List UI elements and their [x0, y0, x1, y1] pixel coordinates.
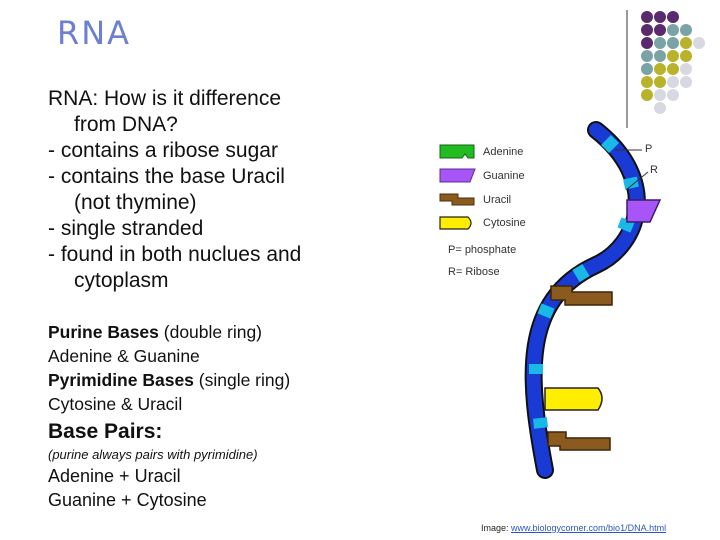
r-label: R: [650, 164, 658, 176]
legend-guanine-shape: [440, 169, 475, 182]
phosphate-segments: [536, 140, 632, 428]
bullet-line: cytoplasm: [74, 269, 169, 292]
pair-line: Adenine + Uracil: [48, 466, 181, 486]
legend-guanine-label: Guanine: [483, 170, 525, 182]
pyrimidine-list: Cytosine & Uracil: [48, 394, 183, 414]
bullet-line: from DNA?: [74, 113, 178, 136]
strand-uracil: [548, 432, 610, 450]
p-label: P: [645, 143, 653, 155]
credit-label: Image:: [481, 523, 512, 533]
legend-cytosine-label: Cytosine: [483, 217, 526, 229]
credit-link[interactable]: www.biologycorner.com/bio1/DNA.html: [511, 523, 667, 533]
purine-desc: (double ring): [158, 322, 263, 342]
bullet-line: - found in both nuclues and: [48, 243, 302, 266]
bullet-line: - contains a ribose sugar: [48, 139, 278, 162]
purine-term: Purine Bases: [48, 322, 159, 342]
legend-adenine-shape: [440, 145, 474, 158]
legend-ribose-label: R= Ribose: [448, 266, 500, 278]
slide-title: RNA: [57, 14, 132, 52]
pyrimidine-desc: (single ring): [193, 370, 291, 390]
bullet-line: RNA: How is it difference: [48, 87, 282, 110]
legend-cytosine-shape: [440, 217, 471, 229]
bullet-line: - single stranded: [48, 217, 204, 240]
strand-guanine: [627, 200, 660, 222]
legend-adenine-label: Adenine: [483, 146, 524, 158]
strand-cytosine: [545, 388, 602, 410]
purine-list: Adenine & Guanine: [48, 346, 200, 366]
legend-phosphate-label: P= phosphate: [448, 244, 517, 256]
bullet-line: (not thymine): [74, 191, 197, 214]
legend-uracil-shape: [440, 194, 474, 205]
image-credit: [481, 523, 666, 533]
bullet-line: - contains the base Uracil: [48, 165, 285, 188]
pyrimidine-term: Pyrimidine Bases: [48, 370, 194, 390]
base-pairs-heading: Base Pairs:: [48, 420, 163, 443]
base-pairs-note: (purine always pairs with pyrimidine): [48, 447, 258, 462]
pair-line: Guanine + Cytosine: [48, 490, 207, 510]
legend-uracil-label: Uracil: [483, 194, 512, 206]
